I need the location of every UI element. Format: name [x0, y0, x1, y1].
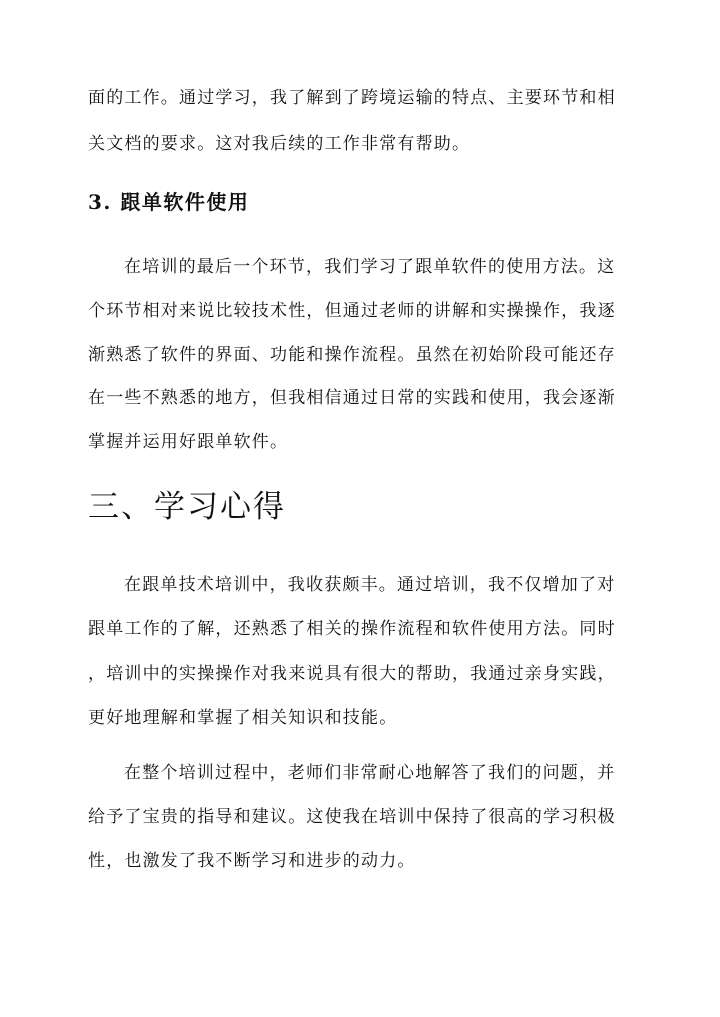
learning-p1-line-2: 跟单工作的了解，还熟悉了相关的操作流程和软件使用方法。同时 — [88, 619, 616, 639]
section-heading-learning: 三、学习心得 — [88, 489, 286, 525]
learning-p1-line-4: 更好地理解和掌握了相关知识和技能。 — [88, 708, 398, 728]
learning-p1-line-1: 在跟单技术培训中，我收获颇丰。通过培训，我不仅增加了对 — [124, 575, 616, 595]
learning-p2-line-2: 给予了宝贵的指导和建议。这使我在培训中保持了很高的学习积极 — [88, 807, 616, 827]
learning-p2-line-3: 性，也激发了我不断学习和进步的动力。 — [88, 851, 416, 871]
section3-line-3: 渐熟悉了软件的界面、功能和操作流程。虽然在初始阶段可能还存 — [88, 345, 616, 365]
intro-line-1: 面的工作。通过学习，我了解到了跨境运输的特点、主要环节和相 — [88, 88, 616, 108]
section3-line-1: 在培训的最后一个环节，我们学习了跟单软件的使用方法。这 — [124, 257, 616, 277]
section3-line-2: 个环节相对来说比较技术性，但通过老师的讲解和实操操作，我逐 — [88, 301, 616, 321]
section3-line-5: 掌握并运用好跟单软件。 — [88, 432, 289, 452]
subheading-software: 3. 跟单软件使用 — [88, 190, 250, 214]
learning-p2-line-1: 在整个培训过程中，老师们非常耐心地解答了我们的问题，并 — [124, 763, 616, 783]
section3-line-4: 在一些不熟悉的地方，但我相信通过日常的实践和使用，我会逐渐 — [88, 388, 616, 408]
learning-p1-line-3: ，培训中的实操操作对我来说具有很大的帮助，我通过亲身实践， — [88, 664, 616, 684]
intro-line-2: 关文档的要求。这对我后续的工作非常有帮助。 — [88, 134, 471, 154]
